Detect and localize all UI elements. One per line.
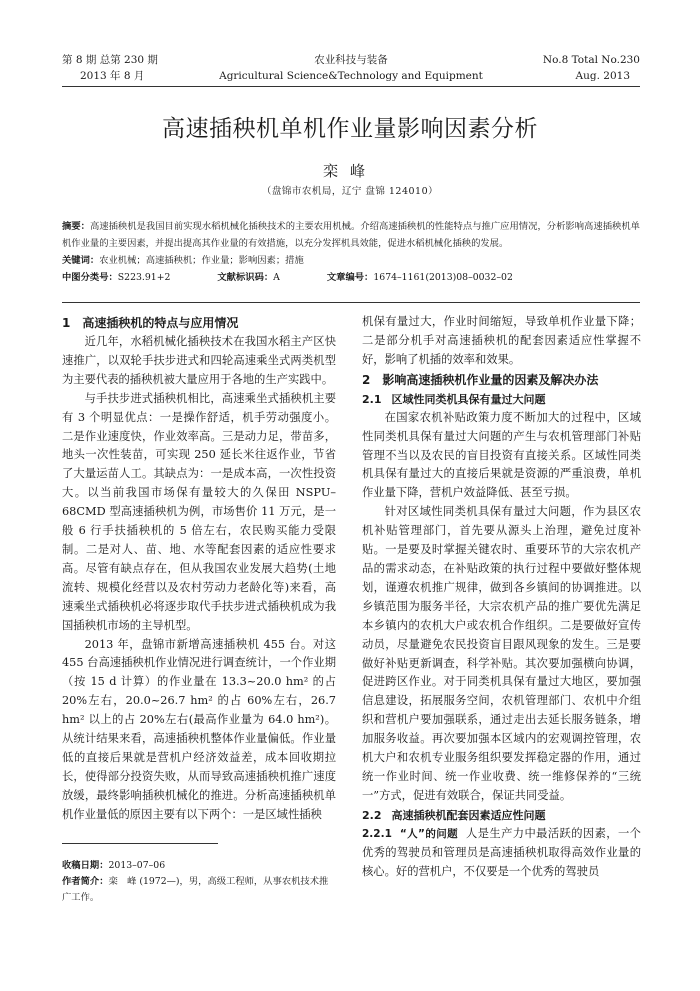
journal-cn: 农业科技与装备: [314, 54, 388, 66]
abstract: [62, 218, 640, 252]
keywords-text: 农业机械；高速插秧机；作业量；影响因素；措施: [99, 255, 304, 266]
received-label: 收稿日期：: [62, 860, 109, 871]
section-2-2-number: 2.2: [362, 808, 382, 822]
abstract-divider: [62, 302, 640, 303]
section-2-1-number: 2.1: [362, 392, 382, 406]
author-affiliation: （盘锦市农机局，辽宁 盘锦 124010）: [261, 186, 439, 197]
left-paragraph-2: 与手扶步进式插秧机相比，高速乘坐式插秧机主要有 3 个明显优点：一是操作舒适，机手劳动强度小。二是作业速度快，作业效率高。三是动力足，带苗多，地头一次性装苗，可实现 250 延长米往返作业，节省了大量运苗人工。其缺点为：一是成本高，一次性投资大。以当前我国市场保有量较大的久保田 NSPU–68CMD 型高速插秧机为例，市场售价 11 万元，是一般 6 行手扶插秧机的 5 倍左右，农民购买能力受限制。二是对人、苗、地、水等配套因素的适应性要求高。尽管有缺点存在，但从我国农业发展大趋势(土地流转、规模化经营以及农村劳动力老龄化等)来看，高速乘坐式插秧机必将逐步取代手扶步进式插秧机成为我国插秧机市场的主导机型。: [62, 391, 336, 632]
section-2-2-1-number: 2.2.1: [362, 827, 392, 840]
article-number: [327, 272, 535, 283]
date-en: Aug. 2013: [575, 70, 630, 82]
article-value: 1674–1161(2013)08–0032–02: [373, 272, 513, 283]
author-name: 栾峰: [322, 162, 377, 180]
author-bio: [62, 874, 336, 906]
doc-code: [217, 272, 302, 283]
classification-line: [62, 269, 640, 286]
issue-cn: 第 8 期 总第 230 期: [62, 54, 158, 66]
journal-en: Agricultural Science&Technology and Equipment: [219, 70, 483, 82]
right-paragraph-0: 机保有量过大，作业时间缩短，导致单机作业量下降；二是部分机手对高速插秧机的配套因素适应性掌握不好，影响了机插的效率和效果。: [362, 315, 641, 366]
abstract-block: [62, 218, 640, 286]
section-2-heading: [362, 370, 641, 390]
section-2-number: 2: [362, 372, 371, 387]
running-header: [62, 52, 640, 87]
section-1-title: 高速插秧机的特点与应用情况: [82, 316, 239, 330]
paper-title: 高速插秧机单机作业量影响因素分析: [162, 116, 538, 142]
clc-label: 中图分类号：: [62, 272, 118, 283]
left-paragraph-3: 2013 年，盘锦市新增高速插秧机 455 台。对这 455 台高速插秧机作业情况进行调查统计，一个作业期（按 15 d 计算）的作业量在 13.3~20.0 hm² 的占 20%左右，20.0~26.7 hm² 的占 60%左右，26.7 hm² 以上的占 20%左右(最高作业量为 64.0 hm²)。从统计结果来看，高速插秧机整体作业量偏低。作业量低的直接后果就是营机户经济效益差，成本回收期拉长，使得部分投资失败，从而导致高速插秧机推广速度放缓，最终影响插秧机械化的推进。分析高速插秧机单机作业量低的原因主要有以下两个：一是区域性插秧: [62, 637, 336, 821]
received-value: 2013–07–06: [108, 860, 166, 871]
article-label: 文章编号：: [326, 272, 374, 283]
footnote: [62, 858, 336, 906]
left-paragraph-1: 近几年，水稻机械化插秧技术在我国水稻主产区快速推广，以双轮手扶步进式和四轮高速乘坐式两类机型为主要代表的插秧机被大量应用于各地的生产实践中。: [62, 335, 336, 386]
keywords: [62, 252, 640, 269]
section-2-2-title: 高速插秧机配套因素适应性问题: [391, 808, 546, 822]
clc: [62, 272, 192, 283]
clc-value: S223.91+2: [117, 272, 171, 283]
doc-value: A: [273, 272, 280, 283]
date-cn: 2013 年 8 月: [80, 70, 145, 82]
footnote-divider: [62, 843, 218, 844]
section-1-heading: [62, 313, 336, 333]
right-paragraph-3: [362, 825, 641, 882]
right-paragraph-2: 针对区域性同类机具保有量过大问题，作为县区农机补贴管理部门，首先要从源头上治理，避免过度补贴。一是要及时掌握关键农时、重要环节的大宗农机产品的需求动态，在补贴政策的执行过程中要做好整体规划，谨遵农机推广规律，做到各乡镇间的协调推进。以乡镇范围为服务半径，大宗农机产品的推广要优先满足本乡镇内的农机大户或农机合作组织。二是要做好宣传动员，尽量避免农民投资盲目跟风现象的发生。三是要做好补贴更新调查，科学补贴。其次要加强横向协调，促进跨区作业。对于同类机具保有量过大地区，要加强信息建设，拓展服务空间，农机管理部门、农机中介组织和营机户要加强联系，通过走出去延长服务链条，增加服务收益。再次要加强本区域内的宏观调控管理，农机大户和农机专业服务组织要发挥稳定器的作用，通过统一作业时间、统一作业收费、统一维修保养的“三统一”方式，促进有效联合，保证共同受益。: [362, 505, 641, 802]
right-column: [362, 313, 641, 881]
issue-en: No.8 Total No.230: [542, 54, 640, 66]
section-2-2-heading: [362, 806, 641, 825]
keywords-label: 关键词：: [62, 255, 100, 266]
right-paragraph-1: 在国家农机补贴政策力度不断加大的过程中，区域性同类机具保有量过大问题的产生与农机管理部门补贴管理不当以及农民的盲目投资有直接关系。区域性同类机具保有量过大的直接后果就是资源的严重浪费，单机作业量下降，营机户效益降低、甚至亏损。: [362, 410, 641, 500]
doc-label: 文献标识码：: [217, 272, 274, 283]
received-date: [62, 858, 336, 874]
abstract-text: 高速插秧机是我国目前实现水稻机械化插秧技术的主要农用机械。介绍高速插秧机的性能特点与推广应用情况，分析影响高速插秧机单机作业量的主要因素，并提出提高其作业量的有效措施，以充分发挥机具效能，促进水稻机械化插秧的发展。: [62, 221, 640, 249]
section-2-1-title: 区域性同类机具保有量过大问题: [391, 392, 546, 406]
header-right: [543, 52, 640, 84]
bio-label: 作者简介：: [62, 876, 109, 887]
abstract-label: 摘要：: [62, 221, 90, 232]
bio-text: 栾 峰 (1972—)，男，高级工程师，从事农机技术推广工作。: [62, 876, 329, 903]
section-2-title: 影响高速插秧机作业量的因素及解决办法: [382, 372, 599, 387]
section-2-1-heading: [362, 390, 641, 409]
section-2-2-1-title: “人”的问题: [399, 827, 459, 840]
right-paragraph-3-text: 人是生产力中最活跃的因素，一个优秀的驾驶员和管理员是高速插秧机取得高效作业量的核心。好的营机户，不仅要是一个优秀的驾驶员: [362, 826, 641, 878]
left-column: [62, 313, 336, 825]
section-1-number: 1: [62, 316, 71, 330]
